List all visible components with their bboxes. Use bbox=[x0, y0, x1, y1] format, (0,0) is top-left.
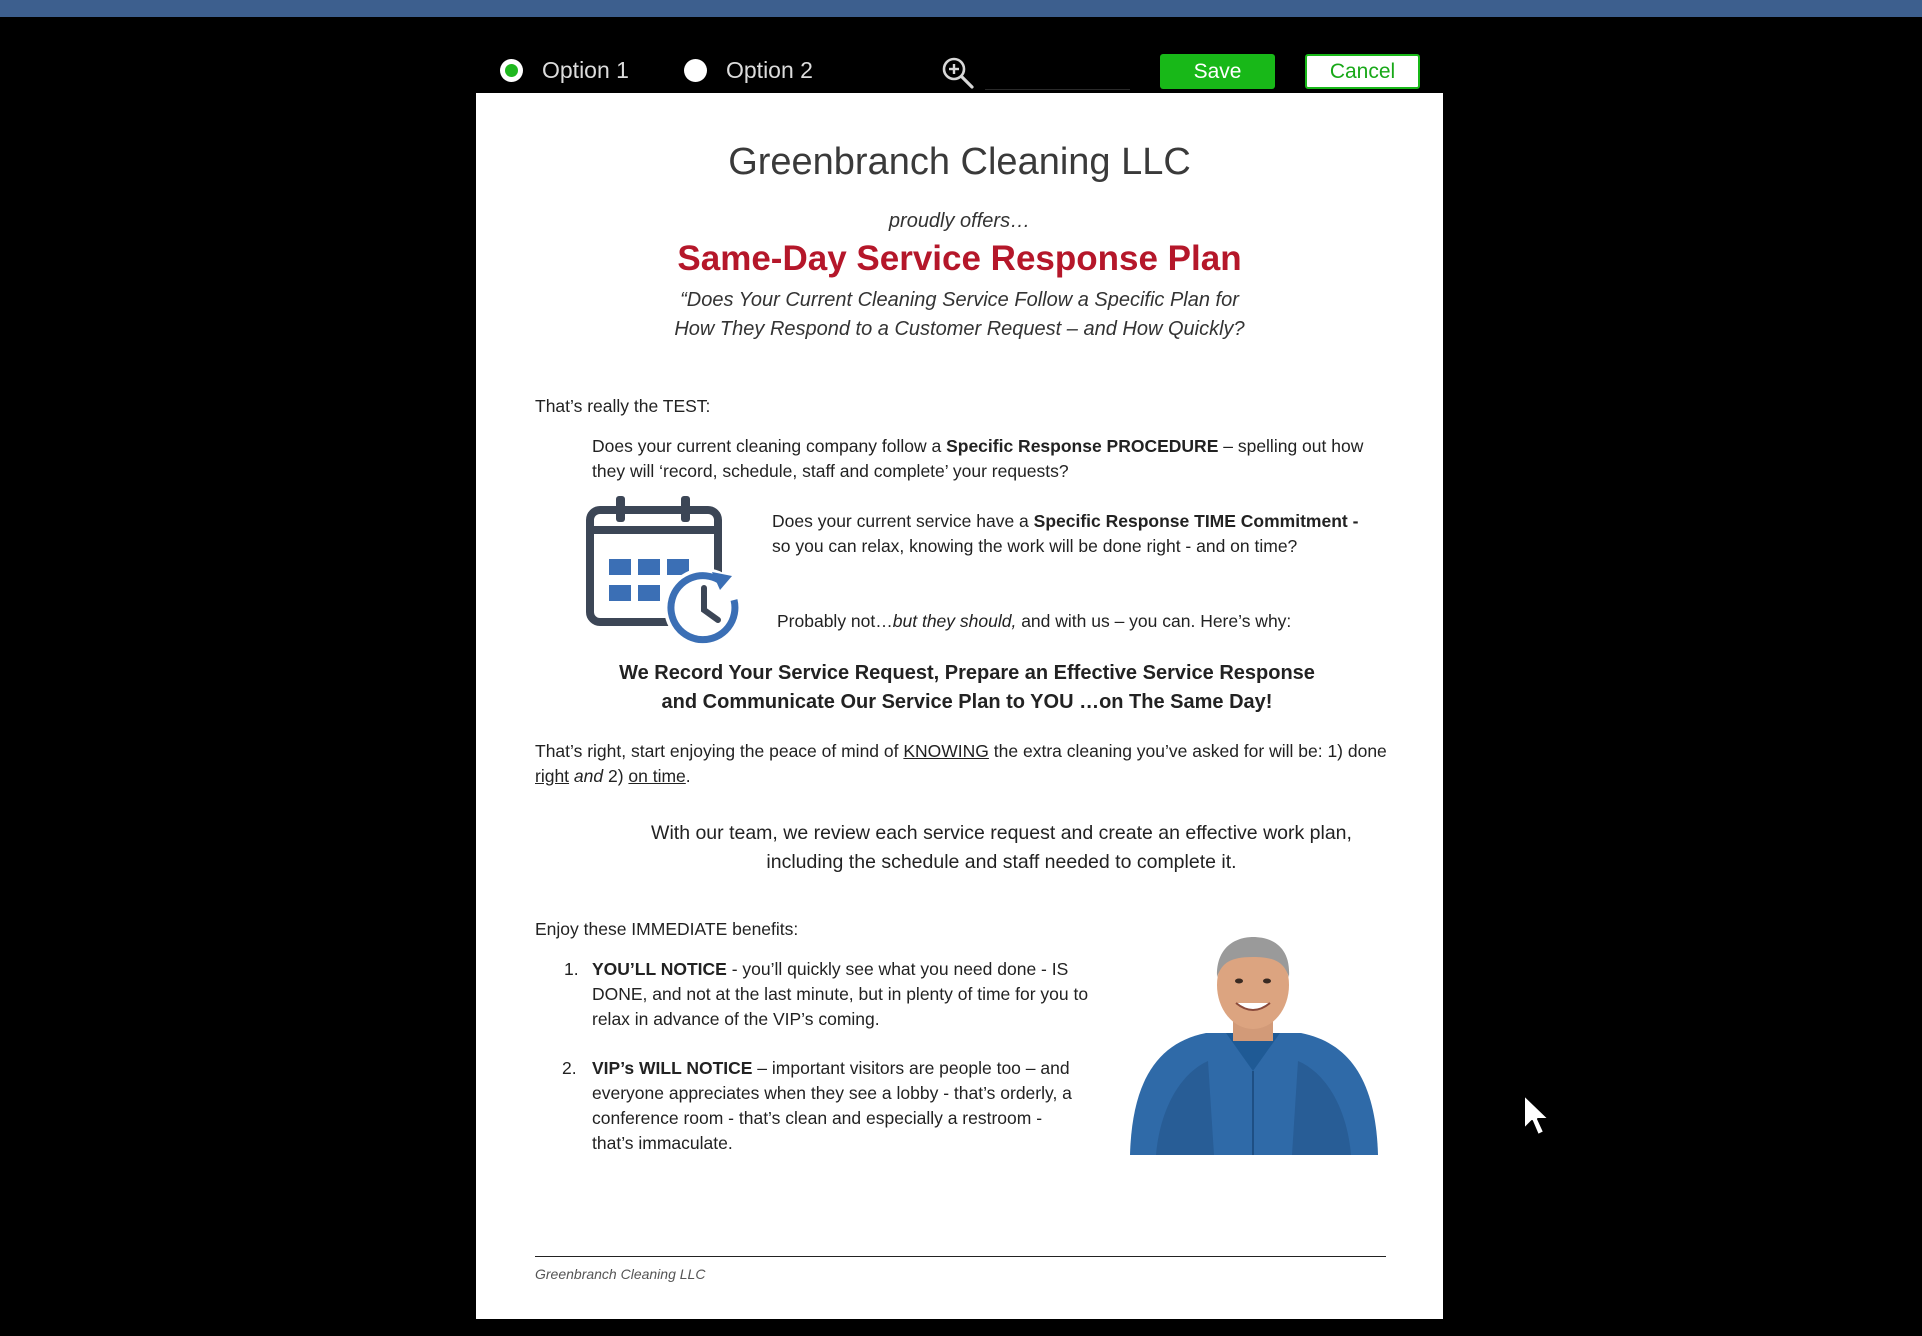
benefit-1 bbox=[592, 957, 1102, 1032]
proudly-offers-text: proudly offers… bbox=[888, 210, 1031, 232]
option-1-radio[interactable] bbox=[500, 57, 629, 84]
smiling-man-photo bbox=[1126, 933, 1381, 1155]
thats-right-text-2: the extra cleaning you’ve asked for will be: 1) done bbox=[988, 741, 1387, 761]
knowing-underlined: KNOWING bbox=[903, 741, 989, 761]
time-commitment-text: Does your current service have a bbox=[772, 511, 1034, 531]
question-line-1: “Does Your Current Cleaning Service Follow a Specific Plan for bbox=[680, 289, 1239, 311]
benefit-1-text: - you’ll quickly see what you need done - IS DONE, and not at the last minute, but in plenty of time for you to relax in advance of the VIP’s coming. bbox=[592, 959, 1089, 1029]
option-2-radio[interactable] bbox=[684, 57, 813, 84]
benefit-1-number: 1. bbox=[564, 959, 579, 979]
right-underlined: right bbox=[535, 766, 570, 786]
company-name: Greenbranch Cleaning LLC bbox=[728, 141, 1191, 183]
and-italic: and bbox=[569, 766, 604, 786]
procedure-paragraph bbox=[592, 434, 1392, 484]
option-1-label: Option 1 bbox=[542, 57, 629, 83]
thats-right-paragraph bbox=[535, 739, 1395, 789]
window-title-bar bbox=[0, 0, 1922, 17]
benefits-intro: Enjoy these IMMEDIATE benefits: bbox=[535, 919, 799, 939]
on-time-underlined: on time bbox=[628, 766, 686, 786]
probably-italic: but they should, bbox=[892, 611, 1017, 631]
radio-unselected-icon bbox=[684, 59, 707, 82]
probably-paragraph bbox=[777, 609, 1291, 634]
benefit-2-number: 2. bbox=[562, 1058, 577, 1078]
radio-selected-icon bbox=[500, 59, 523, 82]
probably-text: Probably not… bbox=[777, 611, 893, 631]
time-commitment-text-end: so you can relax, knowing the work will be done right - and on time? bbox=[772, 536, 1298, 556]
procedure-bold: Specific Response PROCEDURE bbox=[946, 436, 1219, 456]
benefit-1-title: YOU’LL NOTICE bbox=[592, 959, 727, 979]
option-2-label: Option 2 bbox=[726, 57, 813, 83]
headline-line-1: We Record Your Service Request, Prepare an Effective Service Response bbox=[619, 662, 1315, 684]
benefit-2-text: – important visitors are people too – and everyone appreciates when they see a lobby - that’s orderly, a conference room - that’s clean and especially a restroom - that’s immaculate. bbox=[592, 1058, 1072, 1153]
benefit-2-title: VIP’s WILL NOTICE bbox=[592, 1058, 753, 1078]
cancel-button[interactable]: Cancel bbox=[1305, 54, 1420, 89]
calendar-clock-icon bbox=[586, 496, 748, 648]
test-intro: That’s really the TEST: bbox=[535, 396, 711, 416]
benefit-2 bbox=[592, 1056, 1082, 1156]
footer-divider bbox=[535, 1256, 1386, 1257]
thats-right-text: That’s right, start enjoying the peace of mind of bbox=[535, 741, 904, 761]
footer-company: Greenbranch Cleaning LLC bbox=[535, 1266, 706, 1282]
team-line-2: including the schedule and staff needed to complete it. bbox=[766, 851, 1237, 873]
question-line-2: How They Respond to a Customer Request – and How Quickly? bbox=[674, 318, 1245, 340]
document-page bbox=[476, 93, 1443, 1319]
save-button[interactable]: Save bbox=[1160, 54, 1275, 89]
team-line-1: With our team, we review each service request and create an effective work plan, bbox=[651, 822, 1352, 844]
probably-text-end: and with us – you can. Here’s why: bbox=[1016, 611, 1292, 631]
plan-title: Same-Day Service Response Plan bbox=[677, 239, 1242, 278]
procedure-text-end: – spelling out how they will ‘record, schedule, staff and complete’ your requests? bbox=[592, 436, 1364, 481]
thats-right-text-end: . bbox=[685, 766, 691, 786]
zoom-in-icon[interactable] bbox=[940, 55, 976, 91]
time-commitment-bold: Specific Response TIME Commitment - bbox=[1033, 511, 1359, 531]
zoom-slider-track[interactable] bbox=[985, 89, 1130, 90]
toolbar bbox=[0, 17, 1922, 92]
time-commitment-paragraph bbox=[772, 509, 1372, 559]
headline-line-2: and Communicate Our Service Plan to YOU …on The Same Day! bbox=[661, 691, 1273, 713]
mouse-cursor-icon bbox=[1522, 1093, 1552, 1137]
procedure-text: Does your current cleaning company follow a bbox=[592, 436, 947, 456]
thats-right-text-3: 2) bbox=[603, 766, 629, 786]
